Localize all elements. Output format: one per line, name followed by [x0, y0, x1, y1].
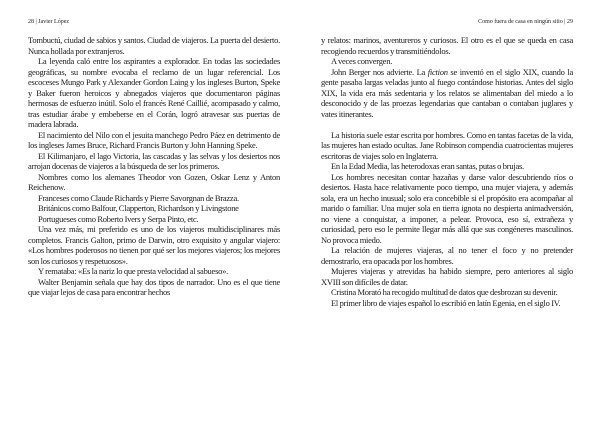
paragraph: El primer libro de viajes español lo escribió en latín Egenia, en el siglo IV. — [331, 297, 561, 308]
paragraph: La leyenda caló entre los aspirantes a explorador. En todas las sociedades geográficas, su nombre evocaba el reclamo de un lugar referencial. Los escoceses Mungo Park y Alexander Gordon Laing y los ingleses Burton, Speke y Baker fueron heroicos y abnegados viajeros que documentaron páginas hermosas de esfuerzo inútil. Solo el francés René Caillié, acompasado y calmo, tras estudiar árabe y embeberse en el Corán, logró atravesar sus puertas de madera labrada. — [28, 56, 280, 129]
paragraph: Walter Benjamin señala que hay dos tipos de narrador. Uno es el que tiene que viajar lejos de casa para encontrar hechos — [28, 276, 280, 297]
paragraph: Británicos como Balfour, Clapperton, Richardson y Livingstone — [38, 203, 239, 213]
text-run: se inventó en el siglo XIX, cuando la gente pasaba largas veladas junto al fuego contándose historias. Antes del siglo XIX, la vida era más sedentaria y los relatos se alimentaban del miedo a lo desconocido y de las proezas legendarias que cantaban o contaban juglares y vates itinerantes. — [321, 66, 573, 119]
paragraph: El nacimiento del Nilo con el jesuita manchego Pedro Páez en detrimento de los ingleses James Bruce, Richard Francis Burton y John Hanning Speke. — [28, 129, 280, 150]
paragraph: Mujeres viajeras y atrevidas ha habido siempre, pero anteriores al siglo XVIII son difíciles de datar. — [321, 266, 573, 287]
left-page — [28, 0, 280, 425]
right-page-text — [321, 35, 573, 308]
paragraph: Nombres como los alemanes Theodor von Gozen, Oskar Lenz y Anton Reichenow. — [28, 171, 280, 192]
italic-term: fiction — [427, 66, 448, 77]
paragraph — [321, 67, 573, 120]
header-separator: | — [564, 19, 566, 25]
right-page-number: 29 — [567, 19, 573, 25]
paragraph: En la Edad Media, las heterodoxas eran santas, putas o brujas. — [331, 161, 524, 171]
text-run: John Berger nos advierte. La — [331, 66, 428, 77]
paragraph: A veces convergen. — [331, 56, 393, 66]
chapter-title: Como fuera de casa en ningún sitio — [478, 19, 563, 25]
right-page — [321, 0, 573, 425]
paragraph: y relatos: marinos, aventureros y curiosos. El otro es el que se queda en casa recogiendo recuerdos y transmitiéndolos. — [321, 35, 573, 56]
author-name: Javier López — [38, 19, 70, 25]
paragraph: Y remataba: «Es la nariz lo que presta velocidad al sabueso». — [38, 266, 228, 276]
paragraph: El Kilimanjaro, el lago Victoria, las cascadas y las selvas y los desiertos nos arrojan docenas de viajeros a la búsqueda de ser los primeros. — [28, 150, 280, 171]
paragraph: Una vez más, mi preferido es uno de los viajeros multidisciplinares más completos. Francis Galton, primo de Darwin, otro exquisito y angular viajero: «Los hombres poderosos no tienen por qué ser los mejores viajeros; los mejores son los curiosos y respetuosos». — [28, 224, 280, 266]
paragraph: Portugueses como Roberto Ivers y Serpa Pinto, etc. — [38, 213, 199, 224]
paragraph: Tombuctú, ciudad de sabios y santos. Ciudad de viajeros. La puerta del desierto. Nunca hollada por extranjeros. — [28, 35, 280, 56]
right-running-header — [321, 18, 573, 26]
paragraph: Los hombres necesitan contar hazañas y darse valor descubriendo ríos o desiertos. Hasta hace relativamente poco tiempo, una mujer viajera, y además sola, era un hecho inusual; solo era concebible si el propósito era acompañar al marido o familiar. Una mujer sola en tierra ignota no despierta animadversión, no viene a conquistar, a imponer, a pelear. Provoca, eso sí, extrañeza y curiosidad, pero eso le permite llegar más allá que sus congéneres masculinos. No provoca miedo. — [321, 171, 573, 245]
paragraph: La historia suele estar escrita por hombres. Como en tantas facetas de la vida, las mujeres han estado ocultas. Jane Robinson compendia cuatrocientas mujeres escritoras de viajes solo en Inglaterra. — [321, 129, 573, 161]
left-page-number: 28 — [28, 19, 34, 25]
left-running-header — [28, 18, 280, 26]
paragraph: La relación de mujeres viajeras, al no tener el foco y no pretender demostrarlo, era opacada por los hombres. — [321, 245, 573, 266]
paragraph: Franceses como Claude Richards y Pierre Savorgnan de Brazza. — [38, 192, 239, 203]
paragraph: Cristina Morató ha recogido multitud de datos que desbrozan su devenir. — [331, 287, 558, 297]
left-page-text — [28, 35, 280, 298]
header-separator: | — [35, 19, 37, 25]
